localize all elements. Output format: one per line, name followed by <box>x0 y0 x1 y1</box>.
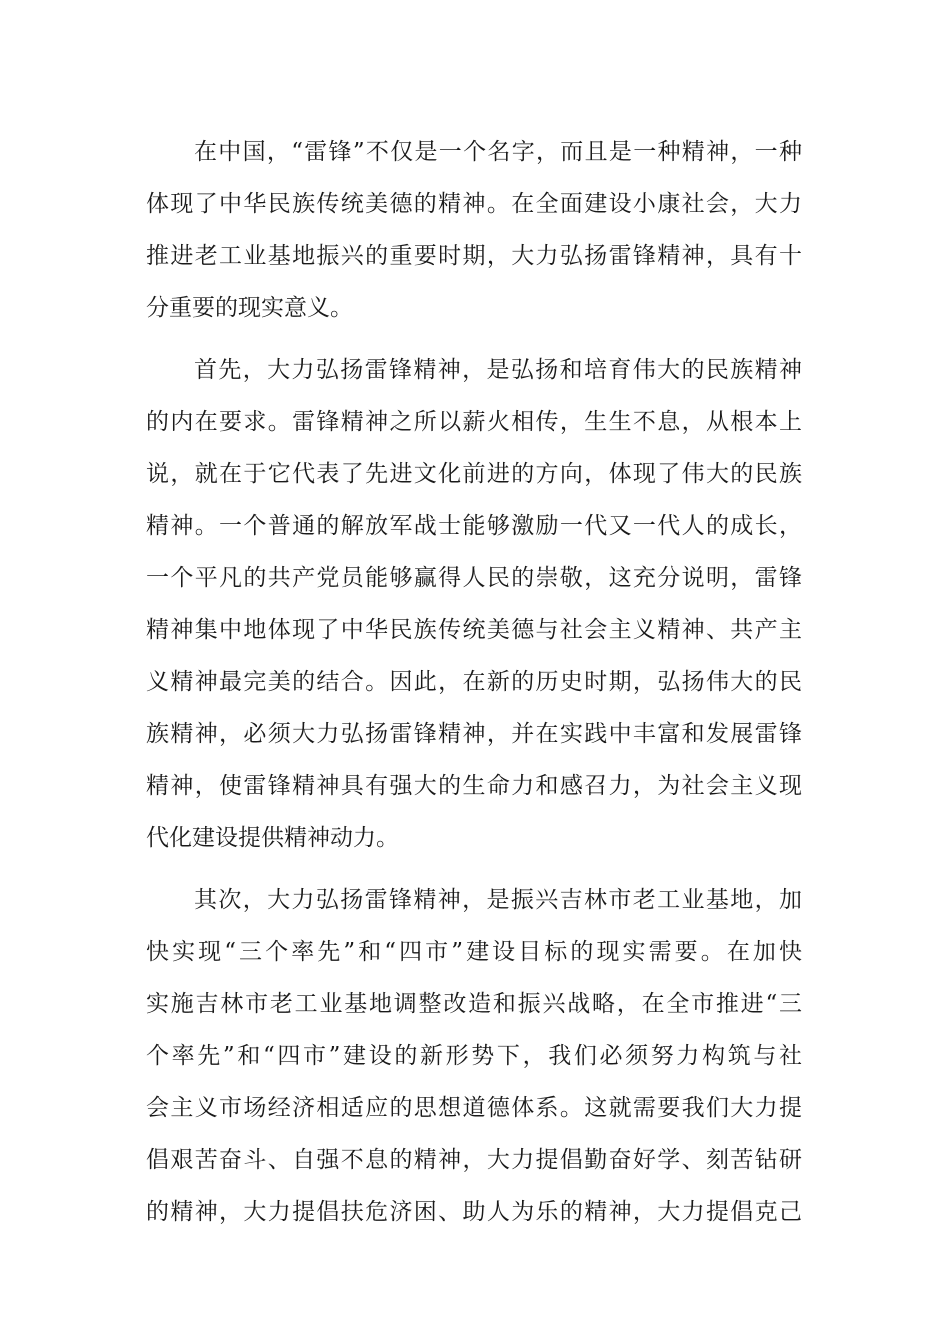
text-line: 个率先”和“四市”建设的新形势下，我们必须努力构筑与社 <box>146 1043 802 1069</box>
text-line: 精神集中地体现了中华民族传统美德与社会主义精神、共产主 <box>146 617 802 643</box>
text-line: 义精神最完美的结合。因此，在新的历史时期，弘扬伟大的民 <box>146 669 802 695</box>
text-line: 精神。一个普通的解放军战士能够激励一代又一代人的成长， <box>146 513 802 539</box>
text-line: 其次，大力弘扬雷锋精神，是振兴吉林市老工业基地，加 <box>194 887 802 913</box>
text-line: 推进老工业基地振兴的重要时期，大力弘扬雷锋精神，具有十 <box>146 243 802 269</box>
text-line: 说，就在于它代表了先进文化前进的方向，体现了伟大的民族 <box>146 461 802 487</box>
text-line: 实施吉林市老工业基地调整改造和振兴战略，在全市推进“三 <box>146 991 802 1017</box>
text-line: 的精神，大力提倡扶危济困、助人为乐的精神，大力提倡克己 <box>146 1199 802 1225</box>
text-line: 首先，大力弘扬雷锋精神，是弘扬和培育伟大的民族精神 <box>194 357 802 383</box>
text-line: 代化建设提供精神动力。 <box>146 825 399 851</box>
text-line: 精神，使雷锋精神具有强大的生命力和感召力，为社会主义现 <box>146 773 802 799</box>
text-line: 倡艰苦奋斗、自强不息的精神，大力提倡勤奋好学、刻苦钻研 <box>146 1147 802 1173</box>
text-line: 会主义市场经济相适应的思想道德体系。这就需要我们大力提 <box>146 1095 802 1121</box>
text-line: 的内在要求。雷锋精神之所以薪火相传，生生不息，从根本上 <box>146 409 802 435</box>
paragraph-2 <box>146 344 802 864</box>
document-body <box>146 126 802 1238</box>
text-line: 体现了中华民族传统美德的精神。在全面建设小康社会，大力 <box>146 191 802 217</box>
text-line: 一个平凡的共产党员能够赢得人民的崇敬，这充分说明，雷锋 <box>146 565 802 591</box>
text-line: 在中国，“雷锋”不仅是一个名字，而且是一种精神，一种 <box>194 139 802 165</box>
paragraph-1 <box>146 126 802 334</box>
text-line: 快实现“三个率先”和“四市”建设目标的现实需要。在加快 <box>146 939 802 965</box>
text-line: 族精神，必须大力弘扬雷锋精神，并在实践中丰富和发展雷锋 <box>146 721 802 747</box>
text-line: 分重要的现实意义。 <box>146 295 353 321</box>
paragraph-3 <box>146 874 802 1238</box>
